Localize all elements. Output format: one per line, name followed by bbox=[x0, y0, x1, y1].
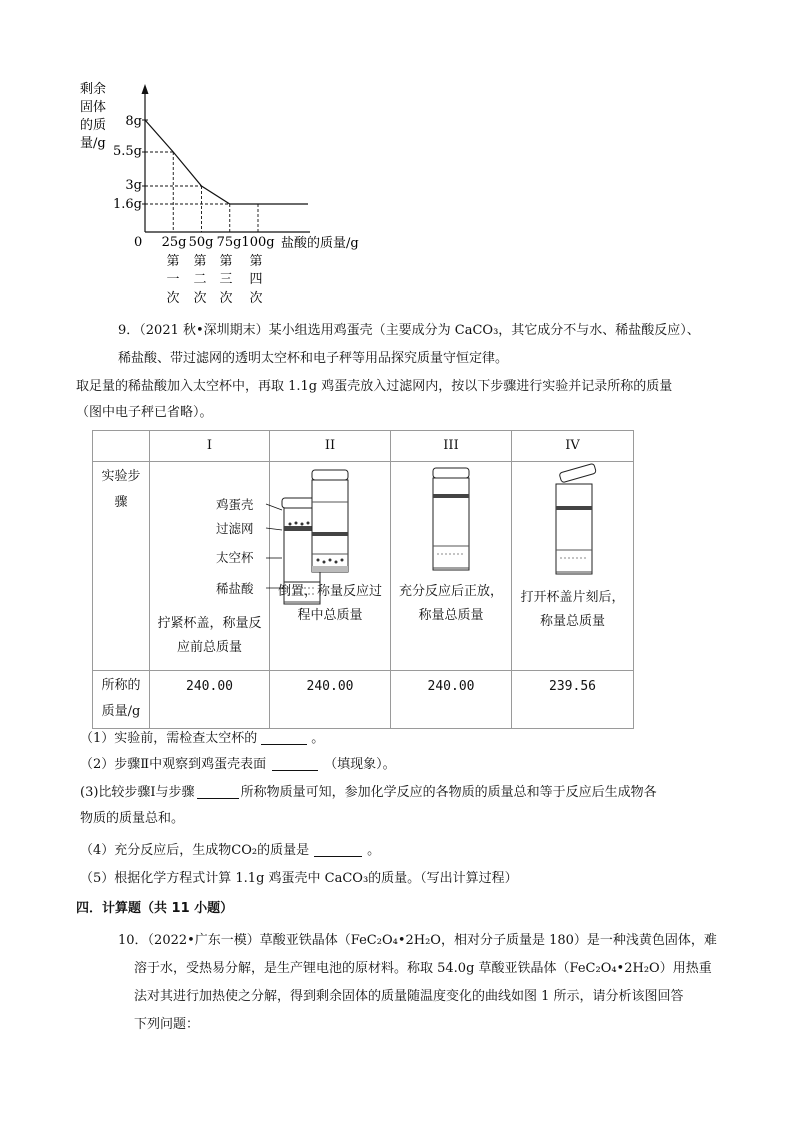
question-4: （4）充分反应后，生成物CO₂的质量是 。 bbox=[80, 843, 381, 858]
answer-blank[interactable] bbox=[314, 842, 362, 857]
x-tick-label: 50g bbox=[188, 235, 214, 250]
y-tick-label: 1.6g bbox=[113, 197, 142, 212]
q9-line-3: 取足量的稀盐酸加入太空杯中，再取 1.1g 鸡蛋壳放入过滤网内，按以下步骤进行实验并记录所称的质量 bbox=[76, 379, 673, 394]
row-label-mass: 所称的 质量/g bbox=[93, 671, 150, 729]
trial-label-char: 第 bbox=[219, 254, 233, 269]
x-tick-label: 25g bbox=[161, 235, 187, 250]
mass-value: 239.56 bbox=[512, 671, 634, 729]
step-caption-4: 打开杯盖片刻后， 称量总质量 bbox=[520, 590, 625, 629]
step-caption-3: 充分反应后正放， 称量总质量 bbox=[398, 584, 503, 623]
answer-blank[interactable] bbox=[261, 730, 307, 745]
step-cell-3 bbox=[391, 462, 512, 671]
x-axis-label: 盐酸的质量/g bbox=[281, 236, 359, 251]
col-header: IV bbox=[512, 431, 634, 462]
step-caption-1: 拧紧杯盖，称量反 应前总质量 bbox=[157, 616, 262, 655]
y-axis-label-line: 的质 bbox=[80, 118, 107, 133]
label-cup: 太空杯 bbox=[216, 550, 254, 565]
trial-label-char: 次 bbox=[166, 291, 180, 306]
trial-label-char: 次 bbox=[219, 291, 233, 306]
x-tick-label: 75g bbox=[216, 235, 242, 250]
trial-label-char: 一 bbox=[166, 272, 180, 287]
label-filter: 过滤网 bbox=[216, 521, 254, 536]
q10-line-1: 10．（2022•广东一模）草酸亚铁晶体（FeC₂O₄•2H₂O，相对分子质量是 180）是一种浅黄色固体，难 bbox=[118, 933, 717, 948]
y-tick-label: 8g bbox=[125, 114, 142, 129]
question-2: （2）步骤Ⅱ中观察到鸡蛋壳表面 （填现象）。 bbox=[80, 757, 396, 772]
y-tick-label: 3g bbox=[125, 178, 142, 193]
section-title: 四．计算题（共 11 小题） bbox=[76, 901, 234, 916]
q9-line-4: （图中电子秤已省略）。 bbox=[76, 405, 213, 420]
mass-value: 240.00 bbox=[150, 671, 270, 729]
step-cell-1 bbox=[150, 462, 270, 671]
step-cell-4 bbox=[512, 462, 634, 671]
col-header: I bbox=[150, 431, 270, 462]
q9-line-2: 稀盐酸、带过滤网的透明太空杯和电子秤等用品探究质量守恒定律。 bbox=[118, 351, 509, 366]
trial-label-char: 二 bbox=[193, 272, 207, 287]
mass-series-line bbox=[145, 120, 308, 204]
y-axis-label-line: 剩余 bbox=[80, 82, 107, 97]
col-header: II bbox=[270, 431, 391, 462]
trial-label-char: 四 bbox=[249, 272, 263, 287]
q9-line-1: 9．（2021 秋•深圳期末）某小组选用鸡蛋壳（主要成分为 CaCO₃，其它成分不与水、稀盐酸反应）、 bbox=[118, 323, 700, 338]
y-tick-label: 5.5g bbox=[113, 144, 142, 159]
label-acid: 稀盐酸 bbox=[216, 581, 254, 596]
trial-label-char: 第 bbox=[193, 254, 207, 269]
q10-line-3: 法对其进行加热使之分解，得到剩余固体的质量随温度变化的曲线如图 1 所示，请分析该图回答 bbox=[134, 989, 684, 1004]
label-eggshell: 鸡蛋壳 bbox=[216, 497, 254, 512]
mass-value: 240.00 bbox=[391, 671, 512, 729]
experiment-table bbox=[92, 430, 634, 729]
mass-graph bbox=[70, 80, 380, 310]
trial-label-char: 三 bbox=[219, 272, 233, 287]
trial-label-char: 第 bbox=[249, 254, 263, 269]
q10-line-2: 溶于水，受热易分解，是生产锂电池的原材料。称取 54.0g 草酸亚铁晶体（FeC₂O₄•2H₂O）用热重 bbox=[134, 961, 712, 976]
row-label-steps: 实验步 骤 bbox=[93, 462, 150, 671]
step-cell-2 bbox=[270, 462, 391, 671]
origin-label: 0 bbox=[134, 235, 143, 250]
question-3-cont: 物质的质量总和。 bbox=[80, 811, 185, 826]
trial-label-char: 第 bbox=[166, 254, 180, 269]
x-tick-label: 100g bbox=[241, 235, 275, 250]
answer-blank[interactable] bbox=[197, 784, 239, 799]
step-caption-2: 倒置，称量反应过 程中总质量 bbox=[277, 584, 382, 623]
y-axis-label-line: 固体 bbox=[80, 100, 107, 115]
mass-value: 240.00 bbox=[270, 671, 391, 729]
question-5: （5）根据化学方程式计算 1.1g 鸡蛋壳中 CaCO₃的质量。（写出计算过程） bbox=[80, 871, 518, 886]
trial-label-char: 次 bbox=[249, 291, 263, 306]
question-1: （1）实验前，需检查太空杯的 。 bbox=[80, 731, 325, 746]
corner-cell bbox=[93, 431, 150, 462]
trial-label-char: 次 bbox=[193, 291, 207, 306]
answer-blank[interactable] bbox=[272, 756, 318, 771]
col-header: III bbox=[391, 431, 512, 462]
question-3: (3)比较步骤Ⅰ与步骤 所称物质量可知，参加化学反应的各物质的质量总和等于反应后生成物各 bbox=[80, 785, 657, 800]
y-axis-label-line: 量/g bbox=[80, 136, 106, 151]
y-axis-arrow bbox=[142, 84, 149, 94]
q10-line-4: 下列问题： bbox=[134, 1017, 200, 1032]
